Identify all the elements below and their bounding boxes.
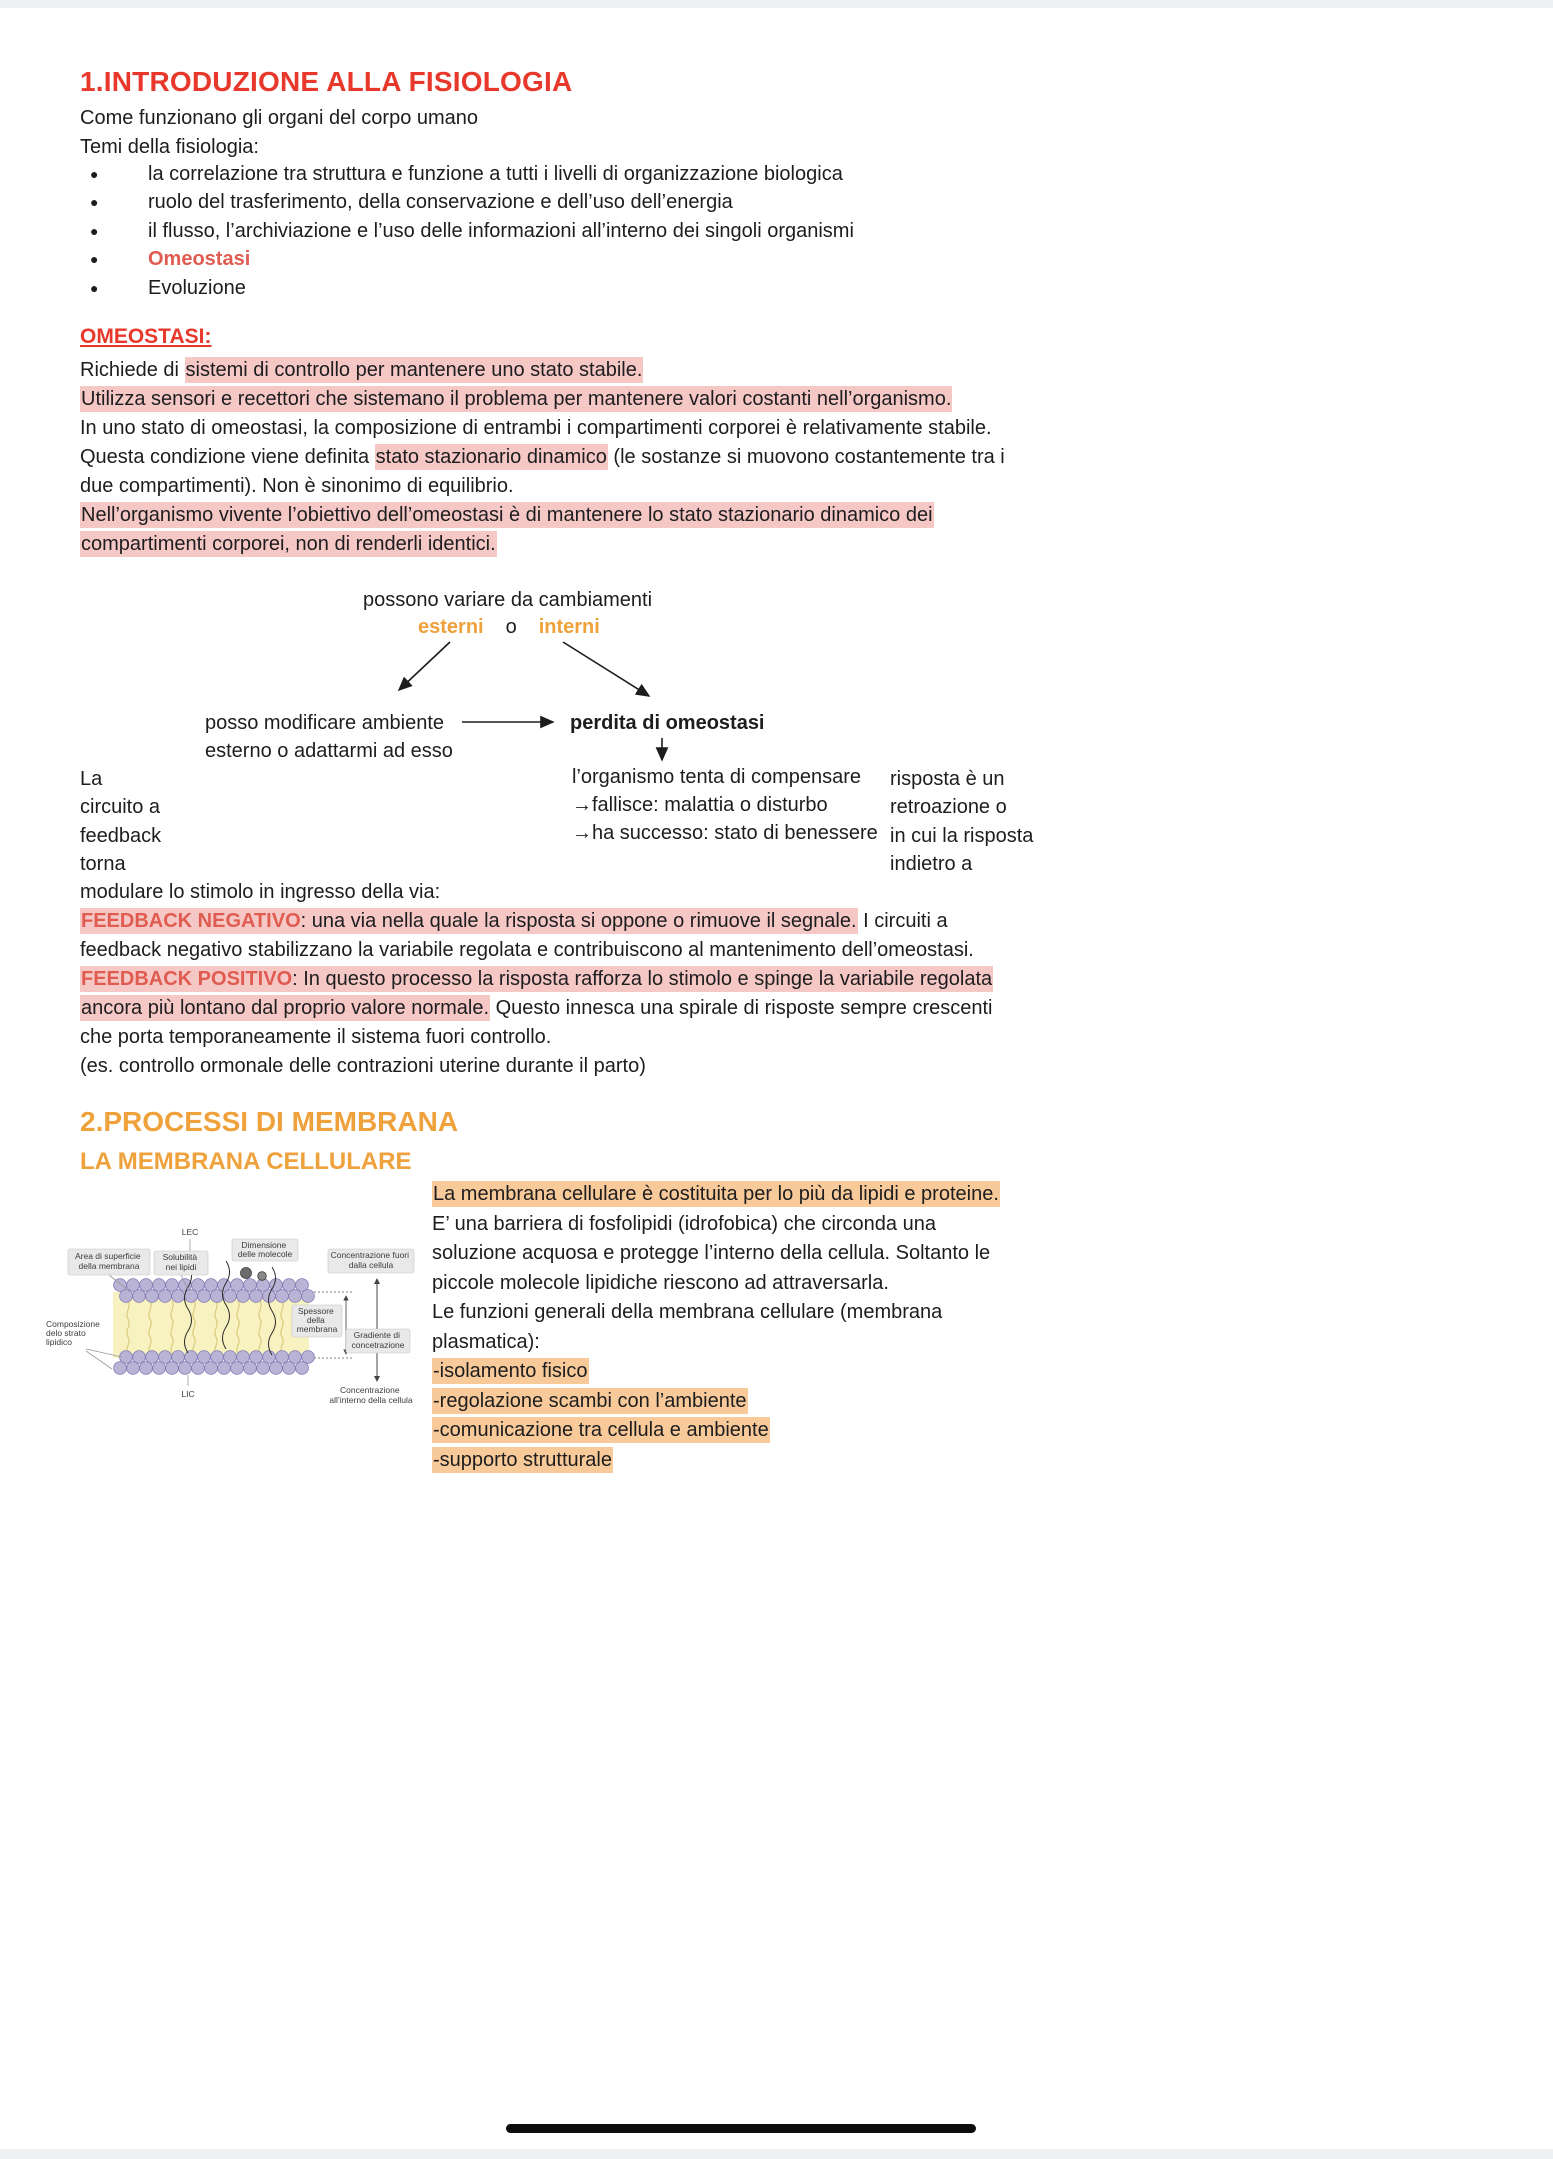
text-run: I circuiti a [857,910,948,932]
text-line [80,501,1005,530]
bullet-icon: ● [90,279,99,296]
composizione-label [46,1319,102,1347]
text-line: piccole molecole lipidiche riescono ad attraversarla. [432,1271,889,1294]
highlighted-text: -regolazione scambi con l’ambiente [433,1389,747,1412]
svg-text:Dimensione delle molec: Dimensione delle molecole [237,1240,293,1259]
membrane-paragraph [432,1180,1000,1475]
wrap-text-bottom: modulare lo stimolo in ingresso della via: [80,881,441,903]
section2-subtitle: LA MEMBRANA CELLULARE [80,1148,412,1175]
list-item [80,274,854,302]
wrap-text-left [80,765,161,879]
flow-branch-row [418,613,600,642]
concentrazione-interno-label [329,1385,412,1405]
section2-title: 2.PROCESSI DI MEMBRANA [80,1106,459,1137]
wrap-left-line: La [80,768,103,790]
membrane-figure [40,1205,440,1420]
wrap-left-line: feedback [80,824,162,847]
text-line: plasmatica): [432,1330,540,1353]
flow-branch-interni: interni [538,616,600,638]
text-run: (le sostanze si muovono costantemente tra i [607,446,1005,468]
highlighted-text: -comunicazione tra cellula e ambiente [433,1419,769,1441]
list-item [80,217,854,245]
svg-text:Composizione delo stra: Composizione delo strato lipidico [46,1319,100,1347]
highlighted-text: Utilizza sensori e recettori che sistemano il problema per mantenere valori costanti nell’organismo. [81,388,952,410]
flow-compensate-line-3: →ha successo: stato di benessere [572,822,878,844]
lec-label: LEC [181,1227,199,1237]
flow-loss-node: perdita di omeostasi [570,712,765,734]
text-line [432,1387,1000,1417]
text-run: Questo innesca una spirale di risposte sempre crescenti [490,997,993,1019]
highlighted-text: -supporto strutturale [433,1448,612,1471]
text-line: feedback negativo stabilizzano la variabile regolata e contribuiscono al mantenimento dell’omeostasi. [80,939,974,961]
text-run: Questa condizione viene definita [80,446,375,468]
text-run: : In questo processo la risposta rafforza lo stimolo e spinge la variabile regolata [292,968,993,990]
flow-left-line-1: posso modificare ambiente [205,712,445,734]
list-item [80,245,854,273]
text-line: Le funzioni generali della membrana cellulare (membrana [432,1301,943,1323]
flow-compensate-node [572,763,878,847]
intro-line-1: Come funzionano gli organi del corpo umano [80,107,479,129]
bullet-text: ruolo del trasferimento, della conservazione e dell’uso dell’energia [148,191,733,214]
bullet-icon: ● [90,251,99,268]
text-line [80,994,993,1023]
bullet-icon: ● [90,166,99,182]
flow-compensate-line-1: l’organismo tenta di compensare [572,766,862,788]
bullet-icon: ● [90,194,99,211]
text-line: che porta temporaneamente il sistema fuori controllo. [80,1026,552,1048]
concentrazione-fuori-label [328,1249,414,1273]
gradiente-label [346,1329,410,1353]
svg-text:Spessore della: Spessore della membrana [296,1306,338,1334]
highlighted-text: ancora più lontano dal proprio valore normale. [81,997,490,1019]
svg-text:Gradiente di concetraz: Gradiente di concetrazione [351,1330,405,1350]
text-line [80,443,1005,472]
svg-text:Solubilità nei lipidi: Solubilità nei lipidi [162,1252,198,1272]
highlighted-text: compartimenti corporei, non di renderli identici. [81,533,496,555]
list-item [80,160,854,188]
molecule-icon [241,1268,252,1279]
bullet-icon: ● [90,222,99,239]
feedback-paragraph [80,907,993,1081]
text-run: : una via nella quale la risposta si oppone o rimuove il segnale. [300,910,857,932]
lic-label: LIC [181,1389,195,1399]
bullet-text: il flusso, l’archiviazione e l’uso delle informazioni all’interno dei singoli organismi [148,219,854,242]
feedback-negativo-label: FEEDBACK NEGATIVO [81,910,301,932]
highlighted-text: sistemi di controllo per mantenere uno stato stabile. [185,359,643,381]
dimensione-label [232,1239,298,1280]
text-line [80,356,1005,385]
text-line [432,1416,1000,1446]
text-line [80,965,993,994]
intro-line-2: Temi della fisiologia: [80,136,259,158]
bullet-text: Evoluzione [148,276,246,299]
svg-text:Area di superficie del: Area di superficie della membrana [74,1251,141,1271]
wrap-right-line: retroazione o [890,796,1007,819]
bottom-edge-strip [0,2149,1553,2159]
arrow-interni-down [563,642,649,696]
highlighted-text: Nell’organismo vivente l’obiettivo dell’omeostasi è di mantenere lo stato stazionario dinamico dei [81,504,933,526]
top-edge-strip [0,0,1553,8]
area-superficie-label [68,1249,150,1275]
text-line [432,1357,1000,1387]
list-item [80,188,854,216]
spessore-label [292,1305,342,1337]
text-line: soluzione acquosa e protegge l’interno della cellula. Soltanto le [432,1242,991,1264]
wrap-left-line: circuito a [80,796,161,819]
wrap-text-right [890,765,1033,879]
highlighted-text: -isolamento fisico [433,1360,588,1382]
text-line: (es. controllo ormonale delle contrazioni uterine durante il parto) [80,1055,646,1077]
intro-block [80,104,478,162]
wrap-right-line: indietro a [890,853,973,876]
wrap-right-line: in cui la risposta [890,824,1034,847]
flow-branch-esterni: esterni [418,616,484,638]
home-indicator[interactable] [506,2124,976,2133]
flow-left-line-2: esterno o adattarmi ad esso [205,740,453,762]
text-line [80,907,993,936]
text-line [432,1180,1000,1210]
svg-text:Concentrazione all’int: Concentrazione all’interno della cellula [329,1385,413,1405]
highlighted-text [80,908,858,934]
wrap-left-line: torna [80,853,126,876]
bullet-text-omeostasi: Omeostasi [148,248,251,271]
section1-title: 1.INTRODUZIONE ALLA FISIOLOGIA [80,66,573,97]
omeostasi-paragraph [80,356,1005,559]
flow-top-label: possono variare da cambiamenti [363,589,653,611]
bullet-text: la correlazione tra struttura e funzione a tutti i livelli di organizzazione biologica [148,163,843,185]
text-run: Richiede di [80,359,185,381]
topics-bullet-list [80,160,854,302]
wrap-right-line: risposta è un [890,768,1005,790]
highlighted-text [80,966,993,992]
highlighted-text: stato stazionario dinamico [375,446,607,468]
flow-left-node [205,709,453,765]
flow-compensate-line-2: →fallisce: malattia o disturbo [572,794,828,816]
feedback-positivo-label: FEEDBACK POSITIVO [81,968,293,990]
solubilita-label [154,1251,208,1275]
svg-text:Concentrazione fuori d: Concentrazione fuori dalla cellula [330,1250,410,1270]
text-line: In uno stato di omeostasi, la composizione di entrambi i compartimenti corporei è relativamente stabile. [80,417,992,439]
text-line [80,530,1005,559]
flow-branch-o: o [505,616,517,638]
text-line [80,385,1005,414]
text-line: E’ una barriera di fosfolipidi (idrofobica) che circonda una [432,1212,936,1235]
highlighted-text: La membrana cellulare è costituita per lo più da lipidi e proteine. [433,1183,999,1205]
molecule-icon [258,1272,267,1281]
text-line [432,1446,1000,1476]
arrow-esterni-down [399,642,450,690]
omeostasi-heading: OMEOSTASI: [80,325,212,348]
text-line: due compartimenti). Non è sinonimo di equilibrio. [80,475,514,497]
